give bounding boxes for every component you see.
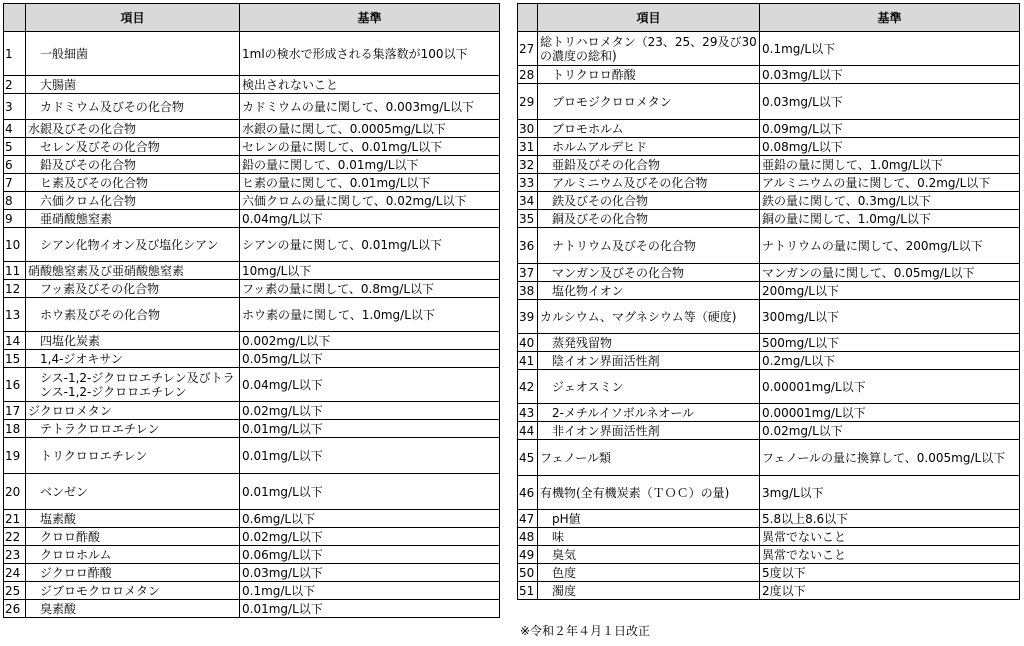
standard-value: 異常でないこと <box>760 528 1020 546</box>
row-number: 11 <box>4 262 26 280</box>
row-number: 4 <box>4 120 26 138</box>
table-row <box>518 404 1020 422</box>
item-name: 非イオン界面活性剤 <box>538 422 760 440</box>
row-number: 47 <box>518 510 538 528</box>
standard-value: 0.08mg/L以下 <box>760 138 1020 156</box>
row-number: 9 <box>4 210 26 228</box>
standard-value: 0.01mg/L以下 <box>240 438 500 474</box>
table-row <box>4 420 500 438</box>
item-name: 水銀及びその化合物 <box>26 120 240 138</box>
item-name: 硝酸態窒素及び亜硝酸態窒素 <box>26 262 240 280</box>
table-row <box>518 66 1020 84</box>
header-no <box>518 4 538 32</box>
header-item: 項目 <box>538 4 760 32</box>
item-name: ジブロモクロロメタン <box>26 582 240 600</box>
standard-value: 0.2mg/L以下 <box>760 352 1020 370</box>
table-row <box>518 370 1020 404</box>
standard-value: 0.02mg/L以下 <box>240 528 500 546</box>
row-number: 25 <box>4 582 26 600</box>
row-number: 28 <box>518 66 538 84</box>
row-number: 6 <box>4 156 26 174</box>
table-row <box>4 332 500 350</box>
row-number: 35 <box>518 210 538 228</box>
table-row <box>4 120 500 138</box>
standard-value: 亜鉛の量に関して、1.0mg/L以下 <box>760 156 1020 174</box>
row-number: 24 <box>4 564 26 582</box>
standard-value: 銅の量に関して、1.0mg/L以下 <box>760 210 1020 228</box>
item-name: 臭気 <box>538 546 760 564</box>
item-name: 塩化物イオン <box>538 282 760 300</box>
row-number: 1 <box>4 32 26 76</box>
table-row <box>518 282 1020 300</box>
standard-value: 水銀の量に関して、0.0005mg/L以下 <box>240 120 500 138</box>
row-number: 42 <box>518 370 538 404</box>
item-name: セレン及びその化合物 <box>26 138 240 156</box>
item-name: ホルムアルデヒド <box>538 138 760 156</box>
table-row <box>4 350 500 368</box>
table-row <box>4 368 500 402</box>
row-number: 45 <box>518 440 538 476</box>
standard-value: フッ素の量に関して、0.8mg/L以下 <box>240 280 500 298</box>
row-number: 31 <box>518 138 538 156</box>
table-row <box>518 228 1020 264</box>
table-row <box>4 156 500 174</box>
standard-value: 0.00001mg/L以下 <box>760 404 1020 422</box>
table-row <box>518 138 1020 156</box>
standard-value: 0.01mg/L以下 <box>240 600 500 618</box>
item-name: クロロ酢酸 <box>26 528 240 546</box>
row-number: 21 <box>4 510 26 528</box>
row-number: 16 <box>4 368 26 402</box>
standard-value: 0.00001mg/L以下 <box>760 370 1020 404</box>
header-item: 項目 <box>26 4 240 32</box>
row-number: 23 <box>4 546 26 564</box>
standard-value: 0.1mg/L以下 <box>760 32 1020 66</box>
item-name: 塩素酸 <box>26 510 240 528</box>
item-name: アルミニウム及びその化合物 <box>538 174 760 192</box>
standard-value: 六価クロムの量に関して、0.02mg/L以下 <box>240 192 500 210</box>
item-name: ジクロロメタン <box>26 402 240 420</box>
item-name: テトラクロロエチレン <box>26 420 240 438</box>
row-number: 40 <box>518 334 538 352</box>
row-number: 33 <box>518 174 538 192</box>
row-number: 27 <box>518 32 538 66</box>
item-name: クロロホルム <box>26 546 240 564</box>
table-row <box>518 476 1020 510</box>
item-name: ブロモホルム <box>538 120 760 138</box>
standard-value: 0.002mg/L以下 <box>240 332 500 350</box>
item-name: 大腸菌 <box>26 76 240 94</box>
standard-value: シアンの量に関して、0.01mg/L以下 <box>240 228 500 262</box>
item-name: シアン化物イオン及び塩化シアン <box>26 228 240 262</box>
item-name: 六価クロム化合物 <box>26 192 240 210</box>
standard-value: 300mg/L以下 <box>760 300 1020 334</box>
item-name: 四塩化炭素 <box>26 332 240 350</box>
table-row <box>518 564 1020 582</box>
table-row <box>518 192 1020 210</box>
item-name: ベンゼン <box>26 474 240 510</box>
table-row <box>518 510 1020 528</box>
item-name: ホウ素及びその化合物 <box>26 298 240 332</box>
table-row <box>518 546 1020 564</box>
item-name: 2-メチルイソボルネオール <box>538 404 760 422</box>
row-number: 29 <box>518 84 538 120</box>
standard-value: ホウ素の量に関して、1.0mg/L以下 <box>240 298 500 332</box>
item-name: 鉛及びその化合物 <box>26 156 240 174</box>
row-number: 41 <box>518 352 538 370</box>
header-no <box>4 4 26 32</box>
item-name: 蒸発残留物 <box>538 334 760 352</box>
item-name: 陰イオン界面活性剤 <box>538 352 760 370</box>
standard-value: 0.03mg/L以下 <box>240 564 500 582</box>
item-name: ジェオスミン <box>538 370 760 404</box>
standard-value: 0.02mg/L以下 <box>240 402 500 420</box>
item-name: 濁度 <box>538 582 760 600</box>
table-row <box>518 582 1020 600</box>
table-row <box>518 32 1020 66</box>
table-row <box>4 510 500 528</box>
standard-value: 5度以下 <box>760 564 1020 582</box>
item-name: 銅及びその化合物 <box>538 210 760 228</box>
item-name: ブロモジクロロメタン <box>538 84 760 120</box>
item-name: トリクロロ酢酸 <box>538 66 760 84</box>
row-number: 15 <box>4 350 26 368</box>
row-number: 8 <box>4 192 26 210</box>
item-name: 鉄及びその化合物 <box>538 192 760 210</box>
item-name: カドミウム及びその化合物 <box>26 94 240 120</box>
row-number: 22 <box>4 528 26 546</box>
item-name: 一般細菌 <box>26 32 240 76</box>
standard-value: セレンの量に関して、0.01mg/L以下 <box>240 138 500 156</box>
row-number: 7 <box>4 174 26 192</box>
standard-value: 検出されないこと <box>240 76 500 94</box>
row-number: 30 <box>518 120 538 138</box>
standard-value: ナトリウムの量に関して、200mg/L以下 <box>760 228 1020 264</box>
standard-value: 0.06mg/L以下 <box>240 546 500 564</box>
row-number: 10 <box>4 228 26 262</box>
item-name: カルシウム、マグネシウム等（硬度) <box>538 300 760 334</box>
row-number: 19 <box>4 438 26 474</box>
item-name: フェノール類 <box>538 440 760 476</box>
header-standard: 基準 <box>240 4 500 32</box>
row-number: 13 <box>4 298 26 332</box>
item-name: ナトリウム及びその化合物 <box>538 228 760 264</box>
table-row <box>4 402 500 420</box>
item-name: シス-1,2-ジクロロエチレン及びトランス-1,2-ジクロロエチレン <box>26 368 240 402</box>
row-number: 37 <box>518 264 538 282</box>
row-number: 38 <box>518 282 538 300</box>
item-name: トリクロロエチレン <box>26 438 240 474</box>
standard-value: 異常でないこと <box>760 546 1020 564</box>
table-row <box>518 300 1020 334</box>
row-number: 49 <box>518 546 538 564</box>
standard-value: マンガンの量に関して、0.05mg/L以下 <box>760 264 1020 282</box>
standard-value: 0.01mg/L以下 <box>240 420 500 438</box>
table-row <box>518 352 1020 370</box>
table-row <box>4 192 500 210</box>
standard-value: 0.02mg/L以下 <box>760 422 1020 440</box>
standard-value: 鉄の量に関して、0.3mg/L以下 <box>760 192 1020 210</box>
header-standard: 基準 <box>760 4 1020 32</box>
row-number: 44 <box>518 422 538 440</box>
standard-value: 0.03mg/L以下 <box>760 66 1020 84</box>
standard-value: 10mg/L以下 <box>240 262 500 280</box>
row-number: 32 <box>518 156 538 174</box>
row-number: 26 <box>4 600 26 618</box>
right-standards-table <box>517 3 1020 600</box>
table-row <box>4 582 500 600</box>
item-name: 臭素酸 <box>26 600 240 618</box>
row-number: 51 <box>518 582 538 600</box>
table-row <box>518 120 1020 138</box>
item-name: 亜鉛及びその化合物 <box>538 156 760 174</box>
standard-value: 3mg/L以下 <box>760 476 1020 510</box>
standard-value: 0.04mg/L以下 <box>240 368 500 402</box>
row-number: 50 <box>518 564 538 582</box>
table-row <box>4 228 500 262</box>
left-standards-table <box>3 3 500 618</box>
table-row <box>518 264 1020 282</box>
item-name: 亜硝酸態窒素 <box>26 210 240 228</box>
revision-note: ※令和２年４月１日改正 <box>520 624 651 638</box>
item-name: 1,4-ジオキサン <box>26 350 240 368</box>
table-row <box>518 440 1020 476</box>
standard-value: 0.04mg/L以下 <box>240 210 500 228</box>
standard-value: フェノールの量に換算して、0.005mg/L以下 <box>760 440 1020 476</box>
table-row <box>4 174 500 192</box>
standard-value: 2度以下 <box>760 582 1020 600</box>
table-row <box>4 280 500 298</box>
item-name: マンガン及びその化合物 <box>538 264 760 282</box>
row-number: 5 <box>4 138 26 156</box>
item-name: 味 <box>538 528 760 546</box>
table-row <box>4 32 500 76</box>
table-row <box>4 76 500 94</box>
row-number: 2 <box>4 76 26 94</box>
table-row <box>518 84 1020 120</box>
item-name: フッ素及びその化合物 <box>26 280 240 298</box>
standard-value: カドミウムの量に関して、0.003mg/L以下 <box>240 94 500 120</box>
standard-value: アルミニウムの量に関して、0.2mg/L以下 <box>760 174 1020 192</box>
row-number: 18 <box>4 420 26 438</box>
table-row <box>4 94 500 120</box>
table-row <box>518 334 1020 352</box>
row-number: 46 <box>518 476 538 510</box>
table-row <box>518 174 1020 192</box>
row-number: 14 <box>4 332 26 350</box>
row-number: 39 <box>518 300 538 334</box>
standard-value: 0.03mg/L以下 <box>760 84 1020 120</box>
standard-value: 500mg/L以下 <box>760 334 1020 352</box>
table-row <box>4 564 500 582</box>
row-number: 43 <box>518 404 538 422</box>
standard-value: 200mg/L以下 <box>760 282 1020 300</box>
table-row <box>4 262 500 280</box>
standard-value: ヒ素の量に関して、0.01mg/L以下 <box>240 174 500 192</box>
item-name: pH値 <box>538 510 760 528</box>
table-row <box>4 474 500 510</box>
table-row <box>518 422 1020 440</box>
row-number: 17 <box>4 402 26 420</box>
table-header-row <box>518 4 1020 32</box>
table-row <box>4 438 500 474</box>
row-number: 20 <box>4 474 26 510</box>
standard-value: 1mlの検水で形成される集落数が100以下 <box>240 32 500 76</box>
item-name: 色度 <box>538 564 760 582</box>
standard-value: 0.05mg/L以下 <box>240 350 500 368</box>
item-name: 総トリハロメタン（23、25、29及び30の濃度の総和) <box>538 32 760 66</box>
standard-value: 0.09mg/L以下 <box>760 120 1020 138</box>
item-name: 有機物(全有機炭素（ＴＯＣ）の量) <box>538 476 760 510</box>
table-row <box>4 298 500 332</box>
table-row <box>4 528 500 546</box>
table-row <box>518 210 1020 228</box>
table-row <box>518 528 1020 546</box>
row-number: 34 <box>518 192 538 210</box>
row-number: 36 <box>518 228 538 264</box>
row-number: 48 <box>518 528 538 546</box>
standard-value: 0.01mg/L以下 <box>240 474 500 510</box>
standard-value: 0.6mg/L以下 <box>240 510 500 528</box>
table-row <box>4 210 500 228</box>
item-name: ヒ素及びその化合物 <box>26 174 240 192</box>
table-row <box>518 156 1020 174</box>
standard-value: 鉛の量に関して、0.01mg/L以下 <box>240 156 500 174</box>
standard-value: 0.1mg/L以下 <box>240 582 500 600</box>
table-header-row <box>4 4 500 32</box>
standard-value: 5.8以上8.6以下 <box>760 510 1020 528</box>
table-row <box>4 546 500 564</box>
table-row <box>4 138 500 156</box>
row-number: 12 <box>4 280 26 298</box>
item-name: ジクロロ酢酸 <box>26 564 240 582</box>
row-number: 3 <box>4 94 26 120</box>
table-row <box>4 600 500 618</box>
